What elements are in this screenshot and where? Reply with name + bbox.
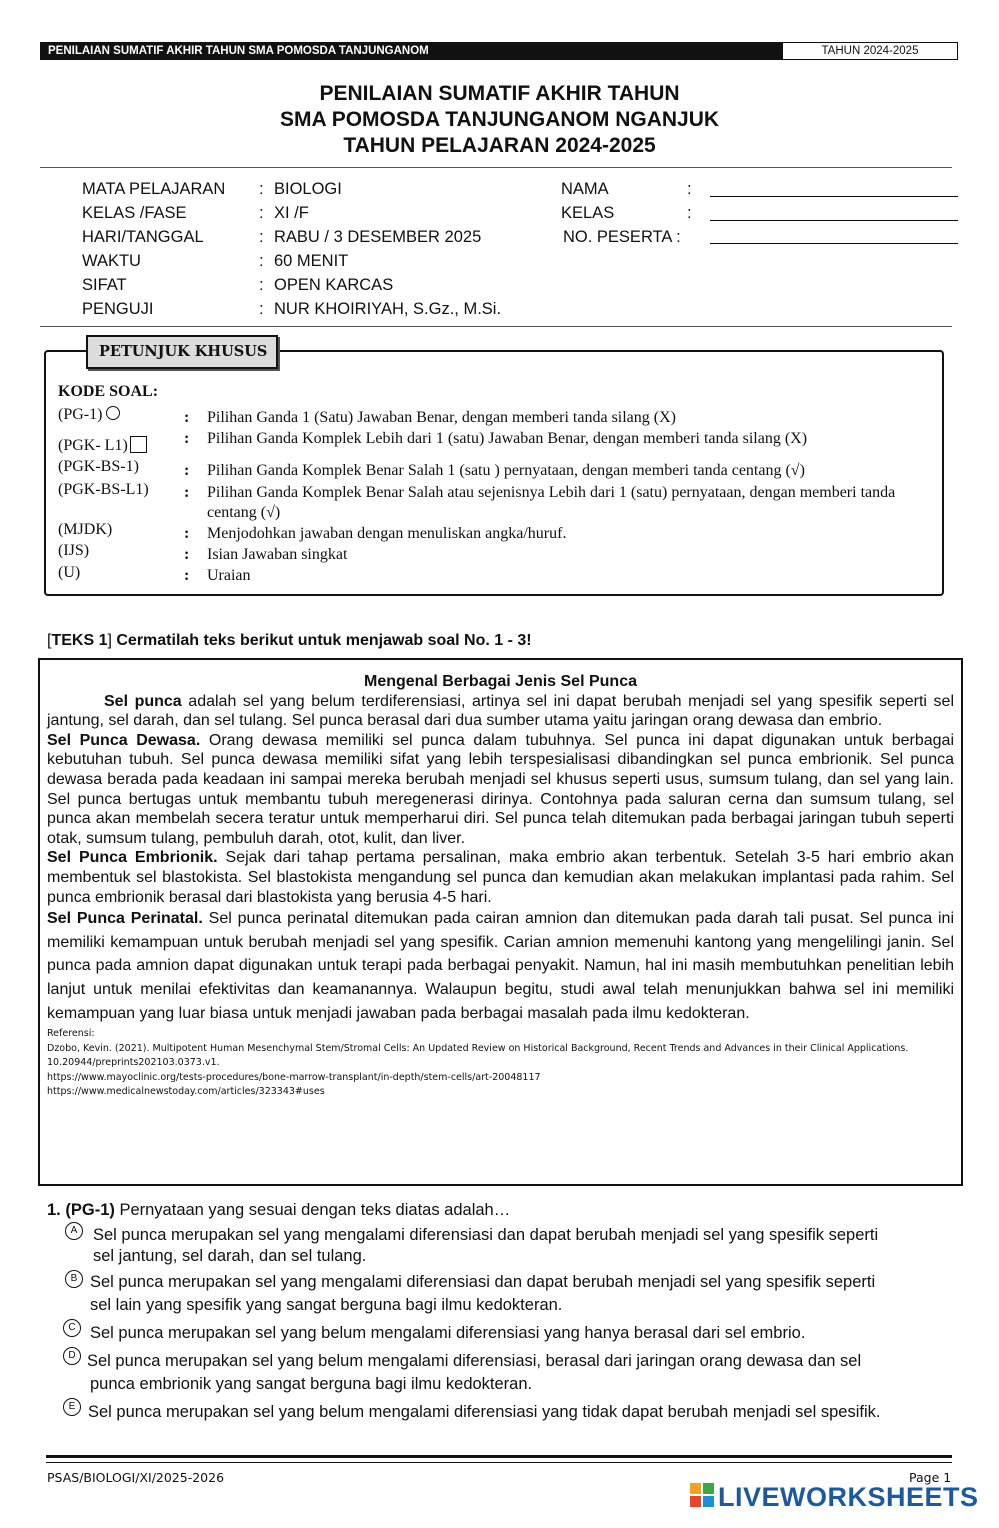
student-number-field[interactable] [710, 243, 958, 244]
para-text: Sejak dari tahap pertama persalinan, maka embrio akan terbentuk. Setelah 3-5 hari embrio akan membentuk sel blastokista. Sel blastokista mengandung sel punca dan kemudian akan melakukan implantasi pada rahim. Sel punca embrionik berasal dari blastokista yang berusia 4-5 hari. [47, 849, 954, 906]
bracket: ] [107, 632, 112, 649]
logo-text: LIVEWORKSHEETS [718, 1482, 979, 1512]
info-time: 60 MENIT [274, 252, 349, 270]
info-label: MATA PELAJARAN [82, 180, 226, 198]
code-u: (U) [58, 564, 81, 581]
code-desc: Pilihan Ganda Komplek Lebih dari 1 (satu) Jawaban Benar, dengan memberi tanda silang (X) [207, 430, 808, 447]
code-sep: : [184, 462, 190, 479]
option-text: Sel punca merupakan sel yang belum mengalami diferensiasi yang tidak dapat berubah menjadi sel spesifik. [88, 1403, 881, 1421]
info-sep: : [259, 252, 264, 270]
article-title: Mengenal Berbagai Jenis Sel Punca [364, 673, 637, 690]
bracket: [ [47, 632, 52, 649]
option-text: Sel punca merupakan sel yang belum mengalami diferensiasi, berasal dari jaringan orang dewasa dan sel [87, 1352, 862, 1370]
para-text: Orang dewasa memiliki sel punca dalam tubuhnya. Sel punca ini dapat digunakan untuk berbagai kebutuhan tubuh. Sel punca dewasa memiliki sifat yang lebih terspesialisasi dibandingkan sel punca embrionik. Sel punca dewasa berada pada keadaan ini sampai mereka berubah menjadi sel khusus seperti usus, sumsum tulang, dan sel yang lain. Sel punca bertugas untuk membantu tubuh meregenerasi dirinya. Contohnya pada saluran cerna dan sumsum tulang, sel punca akan membelah secera teratur untuk memperharui diri. Sel punca telah ditemukan pada berbagai jaringan tubuh seperti otak, sumsum tulang, pembuluh darah, otot, kulit, dan liver. [47, 731, 955, 847]
code-sep: : [184, 567, 190, 584]
text-instruction: Cermatilah teks berikut untuk menjawab soal No. 1 - 3! [116, 632, 532, 649]
student-class-label: KELAS [561, 204, 615, 222]
divider [40, 167, 952, 168]
code-sep: : [184, 430, 190, 447]
student-sep: : [687, 204, 692, 222]
para-lead: Sel punca [104, 692, 182, 710]
para-text: adalah sel yang belum terdiferensiasi, artinya sel ini dapat berubah menjadi sel yang spesifik seperti sel jantung, sel darah, dan sel tulang. Sel punca berasal dari dua sumber utama yaitu jaringan orang dewasa dan embrio. [47, 692, 955, 730]
option-label[interactable]: C [63, 1319, 81, 1337]
info-sep: : [259, 276, 264, 294]
code-desc: Uraian [207, 567, 251, 584]
question-number: 1. [47, 1201, 61, 1219]
code-sep: : [184, 409, 190, 426]
text-heading [47, 632, 532, 650]
info-date: RABU / 3 DESEMBER 2025 [274, 228, 482, 246]
footer-page: Page 1 [909, 1470, 952, 1485]
liveworksheets-logo[interactable] [690, 1482, 979, 1513]
exam-title-line1: PENILAIAN SUMATIF AKHIR TAHUN [319, 82, 680, 105]
code-title: KODE SOAL: [58, 383, 159, 400]
ref-item: Dzobo, Kevin. (2021). Multipotent Human Mesenchymal Stem/Stromal Cells: An Updated Review on Historical Background, Recent Trends and Advances in their Clinical Applications. 10.20944/preprints202103.0373.v1. [47, 1042, 909, 1069]
option-text: sel jantung, sel darah, dan sel tulang. [93, 1247, 367, 1265]
instructions-tab: PETUNJUK KHUSUS [86, 335, 278, 369]
code-pg1 [58, 405, 120, 425]
question-text: Pernyataan yang sesuai dengan teks diatas adalah… [119, 1201, 511, 1219]
student-sep: : [687, 180, 692, 198]
info-label: WAKTU [82, 252, 141, 270]
ref-item: https://www.mayoclinic.org/tests-procedures/bone-marrow-transplant/in-depth/stem-cells/art-20048117 [47, 1071, 541, 1083]
info-sep: : [259, 228, 264, 246]
student-number-label: NO. PESERTA : [563, 228, 681, 246]
code-desc: Pilihan Ganda Komplek Benar Salah atau sejenisnya Lebih dari 1 (satu) pernyataan, dengan memberi tanda centang (√) [207, 484, 896, 521]
article-paragraph [47, 907, 954, 1025]
option-label[interactable]: D [63, 1347, 81, 1365]
student-name-label: NAMA [561, 180, 609, 198]
info-label: PENGUJI [82, 300, 154, 318]
footer-rule [46, 1455, 952, 1463]
code-sep: : [184, 525, 190, 542]
option-label[interactable]: A [65, 1222, 83, 1240]
exam-title-line3: TAHUN PELAJARAN 2024-2025 [343, 134, 656, 157]
option-text: Sel punca merupakan sel yang belum mengalami diferensiasi yang hanya berasal dari sel embrio. [90, 1324, 806, 1342]
option-text: Sel punca merupakan sel yang mengalami diferensiasi dan dapat berubah menjadi sel yang spesifik seperti [90, 1273, 876, 1291]
logo-icon [690, 1483, 716, 1509]
article-paragraph [47, 848, 954, 907]
student-class-field[interactable] [710, 220, 958, 221]
para-lead: Sel Punca Embrionik. [47, 849, 218, 867]
info-class: XI /F [274, 204, 309, 222]
circle-icon [106, 406, 120, 420]
footer-code: PSAS/BIOLOGI/XI/2025-2026 [47, 1470, 225, 1485]
article-paragraph [47, 692, 954, 731]
header-bar: PENILAIAN SUMATIF AKHIR TAHUN SMA POMOSDA TANJUNGANOM [40, 42, 782, 60]
option-text: Sel punca merupakan sel yang mengalami diferensiasi dan dapat berubah menjadi sel yang spesifik seperti [93, 1226, 879, 1244]
code-sep: : [184, 484, 190, 501]
code-text: (PG-1) [58, 406, 103, 423]
checkbox-icon [130, 436, 147, 453]
ref-title: Referensi: [47, 1028, 95, 1040]
para-text: Sel punca perinatal ditemukan pada cairan amnion dan ditemukan pada darah tali pusat. Sel punca ini memiliki kemampuan untuk berubah menjadi sel yang spesifik. Carian amnion memenuhi kantong yang mengelilingi janin. Sel punca pada amnion dapat digunakan untuk terapi pada berbagai penyakit. Namun, hal ini masih membutuhkan penelitian lebih lanjut untuk menilai efektivitas dan keamanannya. Walaupun begitu, studi awal telah menunjukkan bahwa sel ini memiliki kemampuan yang luar biasa untuk menjadi jawaban pada berbagai masalah pada ilmu kedokteran. [47, 910, 954, 1022]
code-pgk-bsl1: (PGK-BS-L1) [58, 481, 149, 498]
option-text: punca embrionik yang sangat berguna bagi ilmu kedokteran. [90, 1375, 533, 1393]
student-name-field[interactable] [710, 196, 958, 197]
info-label: KELAS /FASE [82, 204, 187, 222]
code-desc: Pilihan Ganda Komplek Benar Salah 1 (satu ) pernyataan, dengan memberi tanda centang (√) [207, 462, 805, 479]
code-ijs: (IJS) [58, 542, 90, 559]
para-lead: Sel Punca Dewasa. [47, 731, 201, 749]
code-pgk-l1 [58, 436, 147, 456]
info-examiner: NUR KHOIRIYAH, S.Gz., M.Si. [274, 300, 502, 318]
exam-title-line2: SMA POMOSDA TANJUNGANOM NGANJUK [279, 108, 720, 131]
option-label[interactable]: B [65, 1270, 83, 1288]
info-sep: : [259, 180, 264, 198]
divider [40, 326, 952, 327]
info-sep: : [259, 300, 264, 318]
code-desc: Pilihan Ganda 1 (Satu) Jawaban Benar, dengan memberi tanda silang (X) [207, 409, 676, 426]
para-lead: Sel Punca Perinatal. [47, 910, 203, 928]
code-desc: Menjodohkan jawaban dengan menuliskan angka/huruf. [207, 525, 567, 542]
code-text: (PGK- L1) [58, 437, 128, 454]
info-sep: : [259, 204, 264, 222]
references [47, 1027, 954, 1100]
text-label: TEKS 1 [51, 632, 108, 649]
article-paragraph [47, 731, 954, 849]
info-subject: BIOLOGI [274, 180, 342, 198]
code-pgk-bs1: (PGK-BS-1) [58, 458, 139, 475]
option-text: sel lain yang spesifik yang sangat berguna bagi ilmu kedokteran. [90, 1296, 563, 1314]
code-sep: : [184, 546, 190, 563]
info-label: SIFAT [82, 276, 127, 294]
article-content [47, 672, 954, 1100]
question-1 [47, 1199, 510, 1221]
header-year: TAHUN 2024-2025 [782, 42, 958, 60]
question-code: (PG-1) [65, 1201, 115, 1219]
code-mjdk: (MJDK) [58, 521, 113, 538]
info-label: HARI/TANGGAL [82, 228, 204, 246]
option-label[interactable]: E [63, 1398, 81, 1416]
ref-item: https://www.medicalnewstoday.com/articles/323343#uses [47, 1086, 325, 1098]
info-nature: OPEN KARCAS [274, 276, 394, 294]
code-desc: Isian Jawaban singkat [207, 546, 348, 563]
